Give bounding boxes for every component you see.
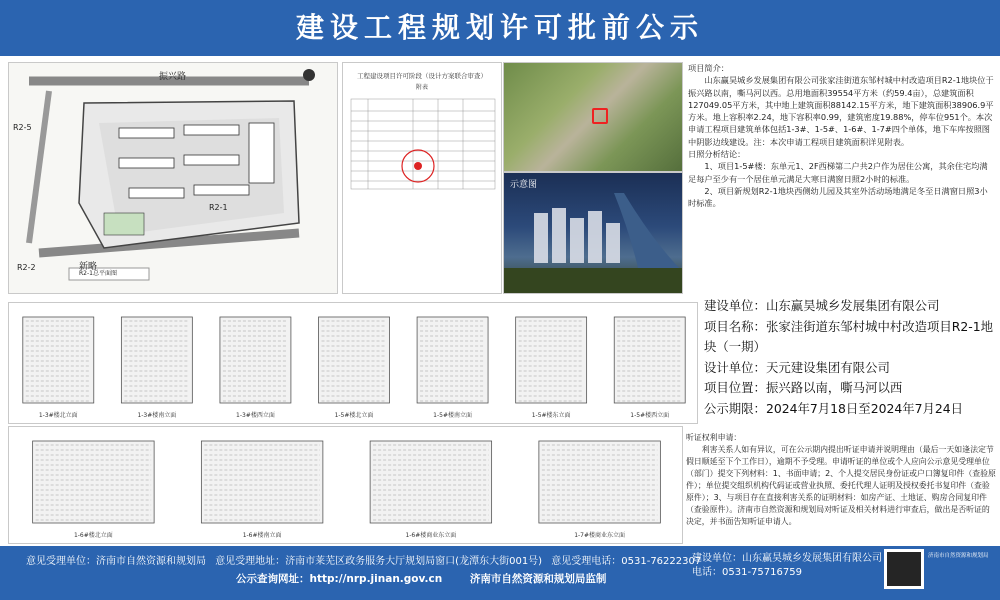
designer-label: 设计单位： — [704, 359, 766, 375]
qr-labels — [928, 552, 998, 561]
project-intro — [688, 62, 994, 294]
hearing-rights — [686, 432, 996, 544]
elevation-1 — [121, 317, 192, 419]
recv-tel-label: 意见受理电话： — [551, 556, 622, 567]
qr-code[interactable] — [884, 549, 924, 589]
intro-heading: 项目简介： — [688, 63, 729, 73]
project-label: 项目名称： — [704, 318, 766, 334]
table-subtitle: 附表 — [415, 84, 428, 91]
elevation-3 — [319, 317, 390, 419]
site-plan — [8, 62, 338, 294]
qr-label-1: 济南市自然资源和规划局 — [928, 553, 989, 559]
site-plan-caption: R2-1总平面图 — [79, 270, 117, 277]
sun-conclusion-1: 1、项目1-5#楼：东单元1、2F西梯第二户共2户作为居住公寓，其余住宅均满足每户至少有一个居住单元满足大寒日满窗日照2小时的标准。 — [688, 161, 988, 184]
fact-period — [704, 399, 996, 420]
intro-body: 山东赢昊城乡发展集团有限公司张家洼街道东邹村城中村改造项目R2-1地块位于振兴路以南，嘶马河以西。总用地面积39554平方米（约59.4亩），总建筑面积127049.05平方米，其中地上建筑面积88142.15平方米，地下建筑面积38906.9平方米。地上容积率2.24，地下容积率0.99，建筑密度19.88%，停车位951个。本次申请工程项目建筑单体包括1-3#、1-5#、1-6#、1-7#四个单体，地下车库按照图中阴影边线建设。注：本次申请工程项目建筑面积详见附表。 — [688, 75, 994, 147]
elevation-label: 1-6#楼商业东立面 — [405, 532, 457, 539]
footer-line-1 — [26, 552, 701, 567]
elevation-label: 1-5#楼西立面 — [630, 412, 670, 419]
builder-label: 建设单位： — [704, 298, 766, 313]
location-label: 项目位置： — [704, 380, 766, 395]
period-value: 2024年7月18日至2024年7月24日 — [765, 400, 964, 416]
hearing-body: 利害关系人如有异议，可在公示期内提出听证申请并说明理由（最后一天如逢法定节假日顺延至下个工作日），逾期不予受理。申请听证的单位或个人应向公示意见受理单位（部门）提交下列材料：1、书面申请；2、个人提交居民身份证或户口簿复印件（查验原件）；单位提交组织机构代码证或营业执照、委托代理人证明及授权委托书复印件（查验原件）；3、与项目存在直接利害关系的证明材料：如房产证、土地证、购房合同复印件（查验原件）。济南市自然资源和规划局对听证及相关材料进行审查后，做出是否听证的决定，并书面告知听证申请人。 — [686, 445, 996, 526]
elevation-2 — [370, 441, 492, 539]
fact-builder — [704, 296, 996, 317]
rendering-image — [503, 172, 683, 294]
footer-bar — [0, 546, 1000, 600]
table-grid — [343, 91, 502, 291]
area-table — [342, 62, 502, 294]
elevation-5 — [516, 317, 587, 419]
elevation-drawings-bottom — [9, 427, 683, 544]
fact-designer — [704, 358, 996, 379]
road-west-label: R2-5 — [13, 123, 32, 132]
recv-unit: 济南市自然资源和规划局 — [96, 556, 206, 567]
location-value: 振兴路以南，嘶马河以西 — [765, 380, 903, 395]
hearing-heading: 听证权利申请： — [686, 433, 742, 442]
elevation-1 — [201, 441, 323, 539]
web-label: 公示查询网址： — [236, 573, 310, 585]
page-title: 建设工程规划许可批前公示 — [0, 0, 1000, 56]
footer-builder-value: 山东赢昊城乡发展集团有限公司 — [742, 553, 882, 564]
recv-addr: 济南市莱芜区政务服务大厅规划局窗口(龙潭东大街001号) — [285, 556, 543, 567]
elevation-label: 1-5#楼北立面 — [334, 412, 374, 419]
elevation-3 — [539, 441, 661, 539]
elevation-label: 1-3#楼西立面 — [236, 412, 275, 419]
period-label: 公示期限： — [704, 400, 766, 416]
satellite-map — [503, 62, 683, 172]
elevation-label: 1-6#楼北立面 — [73, 532, 113, 539]
fact-location — [704, 378, 996, 399]
elevation-label: 1-3#楼北立面 — [38, 412, 78, 419]
web-link[interactable]: http://nrp.jinan.gov.cn — [309, 573, 443, 585]
elevation-2 — [220, 317, 291, 419]
elevation-label: 1-3#楼南立面 — [137, 412, 177, 419]
road-north-label: 振兴路 — [159, 72, 187, 82]
sun-conclusion-2: 2、项目新规划R2-1地块西侧幼儿园及其室外活动场地满足冬至日满窗日照3小时标准。 — [688, 185, 988, 209]
designer-value: 天元建设集团有限公司 — [765, 359, 890, 375]
elevation-0 — [33, 441, 155, 539]
footer-tel-value: 0531-75716759 — [722, 567, 802, 578]
recv-addr-label: 意见受理地址： — [215, 556, 286, 567]
elevation-4 — [417, 317, 488, 419]
footer-builder-label: 建设单位： — [692, 553, 742, 564]
render-label: 示意图 — [510, 180, 538, 190]
fact-project — [704, 317, 996, 358]
elevation-label: 1-6#楼南立面 — [242, 532, 282, 539]
footer-line-2 — [236, 571, 606, 586]
site-plan-drawing — [9, 63, 338, 294]
recv-unit-label: 意见受理单位： — [26, 556, 96, 567]
plot-label: R2-2 — [17, 263, 36, 272]
elevation-0 — [23, 317, 94, 419]
elevation-label: 1-5#楼东立面 — [531, 412, 571, 419]
sun-heading: 日照分析结论： — [688, 149, 746, 160]
elevations-bottom — [8, 426, 683, 544]
elevation-6 — [614, 317, 685, 419]
elevations-top — [8, 302, 698, 424]
builder-value: 山东赢昊城乡发展集团有限公司 — [765, 298, 940, 313]
supervisor-text: 济南市自然资源和规划局监制 — [469, 573, 607, 585]
elevation-label: 1-7#楼商业东立面 — [574, 532, 626, 539]
project-value: 张家洼街道东邹村城中村改造项目R2-1地块（一期） — [704, 318, 994, 354]
project-facts — [704, 296, 996, 420]
recv-tel: 0531-76222307 — [621, 556, 702, 567]
table-title: 工程建设项目许可阶段（设计方案联合审查） — [357, 72, 487, 80]
plot-r2-1-label: R2-1 — [209, 203, 228, 212]
elevation-label: 1-5#楼南立面 — [433, 412, 472, 419]
road-south-label: 新略 — [79, 262, 98, 272]
elevation-drawings-top — [9, 303, 698, 424]
footer-tel-label: 电话： — [692, 567, 722, 578]
footer-builder — [692, 552, 882, 580]
